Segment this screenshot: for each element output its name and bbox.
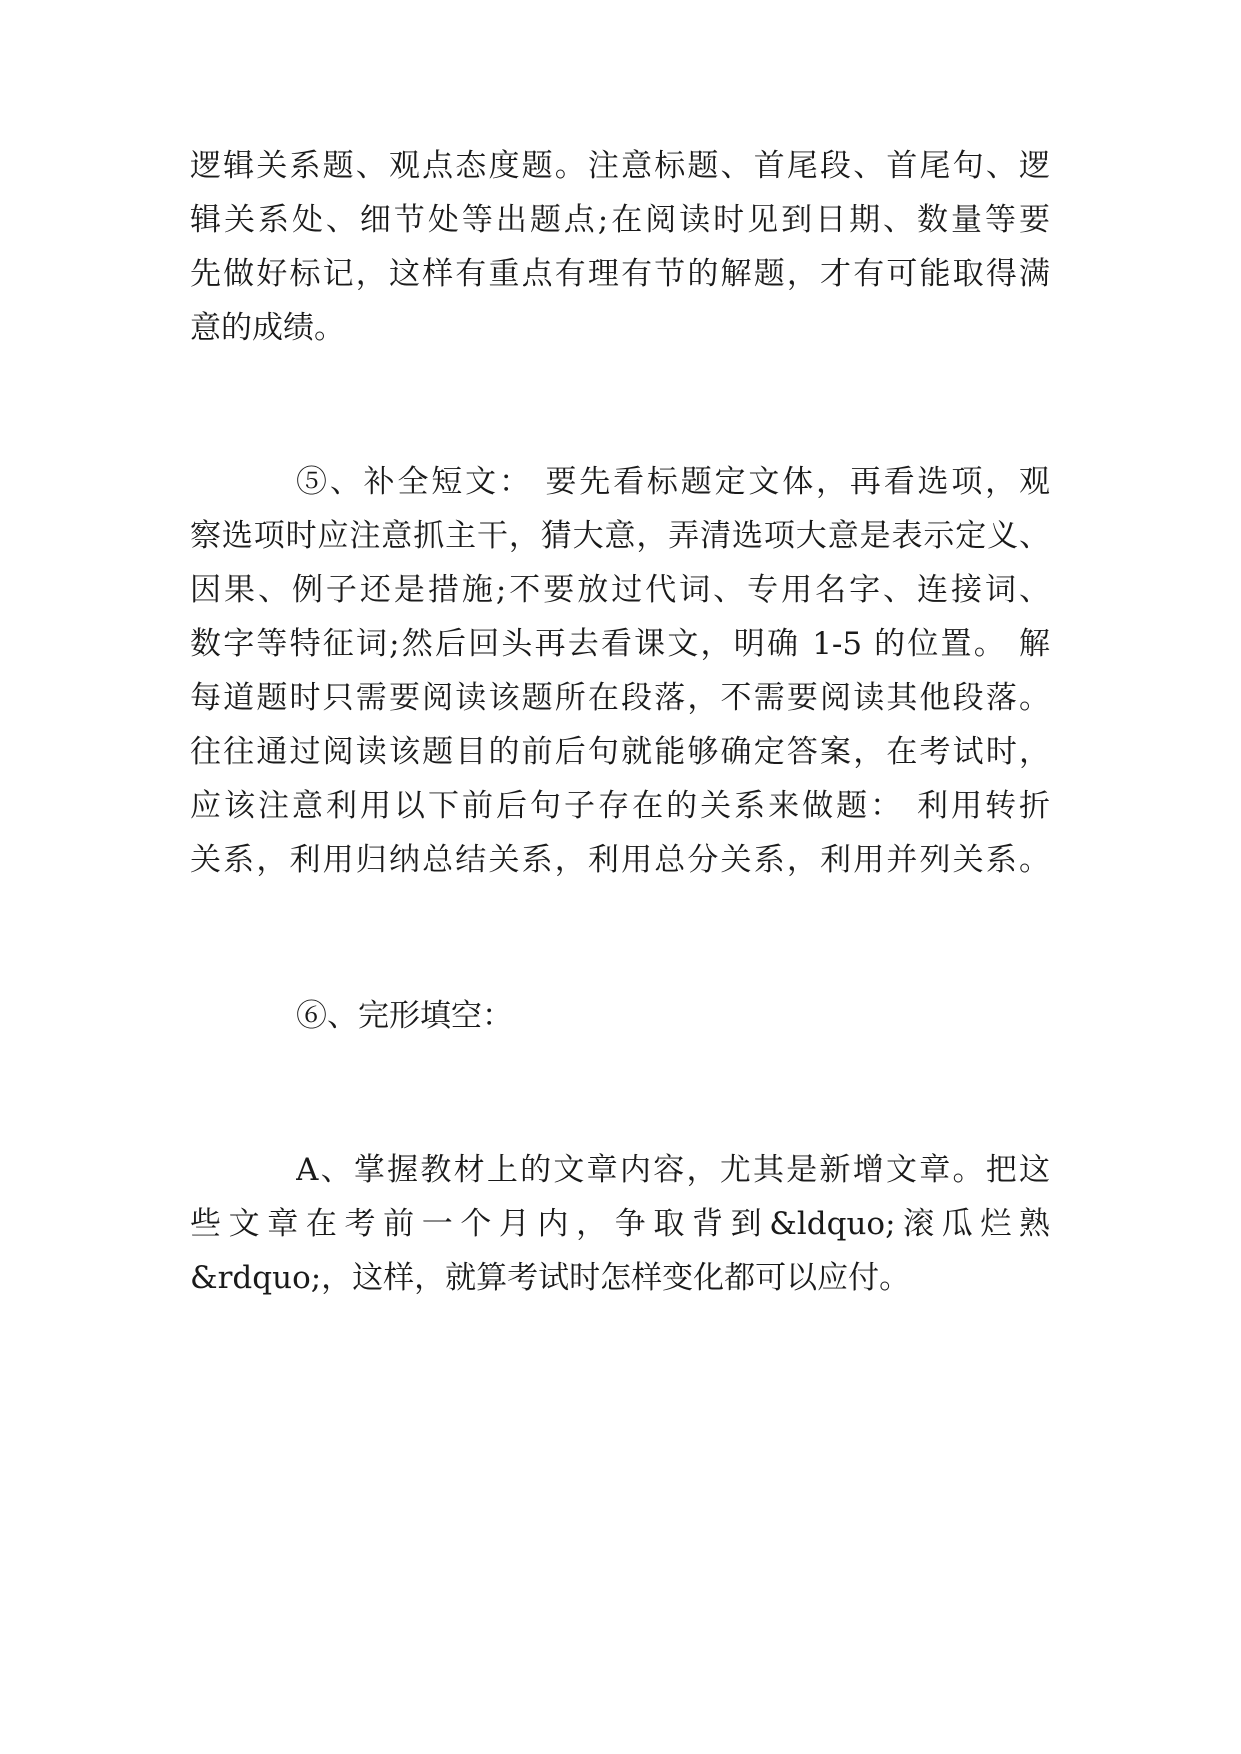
text-line: &rdquo;，这样，就算考试时怎样变化都可以应付。 [190, 1260, 911, 1296]
text-line: 些文章在考前一个月内，争取背到&ldquo;滚瓜烂熟 [190, 1206, 1050, 1242]
text-line: 因果、例子还是措施;不要放过代词、专用名字、连接词、 [190, 572, 1050, 608]
text-line: 往往通过阅读该题目的前后句就能够确定答案，在考试时， [190, 734, 1050, 770]
text-line: 每道题时只需要阅读该题所在段落，不需要阅读其他段落。 [190, 680, 1050, 716]
text-line: 先做好标记，这样有重点有理有节的解题，才有可能取得满 [190, 256, 1050, 292]
section-heading: ⑥、完形填空： [296, 998, 513, 1034]
text-line: A、掌握教材上的文章内容，尤其是新增文章。把这 [296, 1152, 1050, 1188]
text-line: 关系，利用归纳总结关系，利用总分关系，利用并列关系。 [190, 842, 1050, 878]
text-line: ⑤、补全短文： 要先看标题定文体，再看选项，观 [296, 464, 1050, 500]
text-line: 意的成绩。 [190, 310, 345, 346]
text-line: 逻辑关系题、观点态度题。注意标题、首尾段、首尾句、逻 [190, 148, 1050, 184]
text-line: 数字等特征词;然后回头再去看课文，明确 1-5 的位置。 解 [190, 626, 1050, 662]
text-line: 辑关系处、细节处等出题点;在阅读时见到日期、数量等要 [190, 202, 1050, 238]
text-line: 察选项时应注意抓主干，猜大意，弄清选项大意是表示定义、 [190, 518, 1050, 554]
text-line: 应该注意利用以下前后句子存在的关系来做题： 利用转折 [190, 788, 1050, 824]
